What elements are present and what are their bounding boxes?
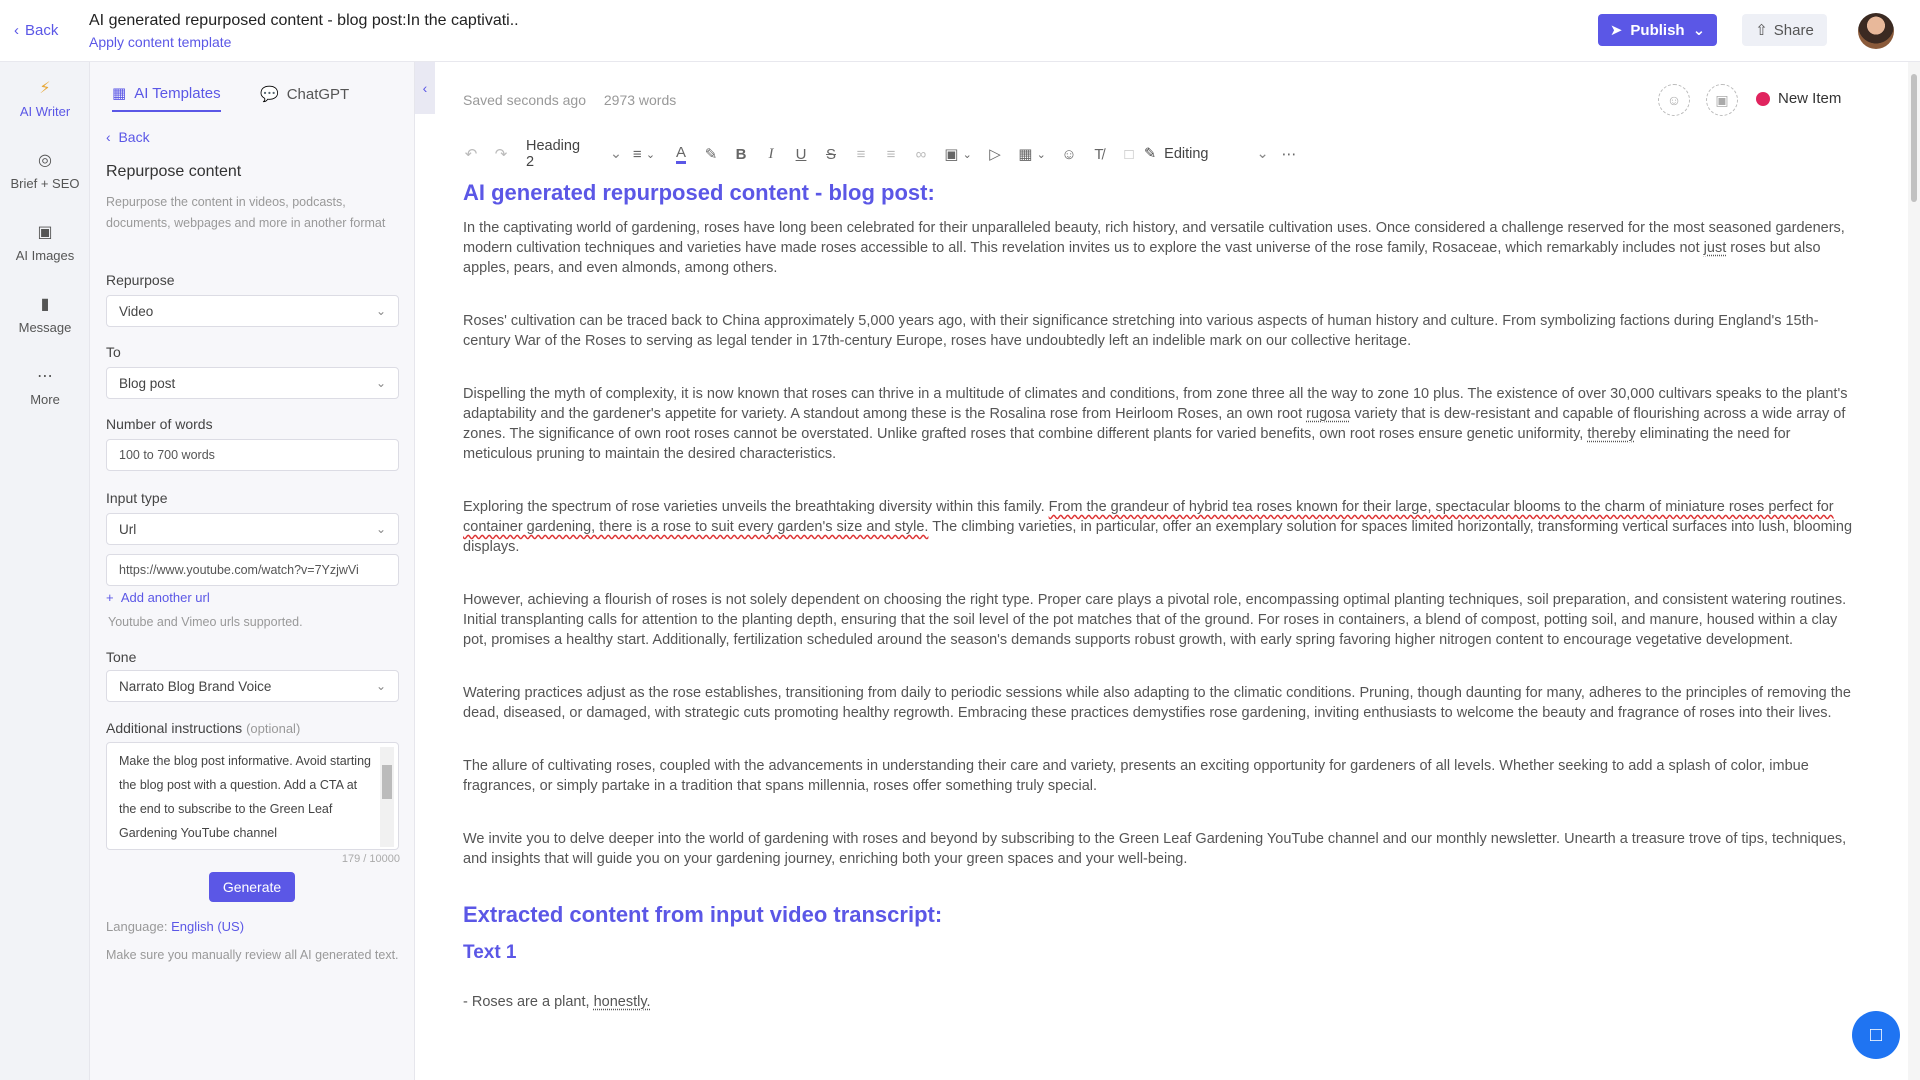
panel-title: Repurpose content (106, 163, 242, 180)
to-value: Blog post (119, 375, 176, 391)
rail-label: AI Writer (19, 104, 71, 119)
heading-value: Heading 2 (526, 138, 581, 170)
paragraph: However, achieving a flourish of roses is not solely dependent on choosing the right type. Proper care plays a pivotal role, encompassing optimal planting techniques, soil preparation, and consistent watering routines. Initial transplanting calls for attention to the planting depth, ensuring that the soil level of the pot matches that of the ground. For roses in containers, a blend of compost, potting soil, and manure, housed within a clay pot, promises a healthy start. Additionally, fertilization scheduled around the season's demands supports robust growth, with early spring favoring higher nitrogen content to encourage vegetative development. (463, 592, 1847, 648)
rail-item-brief-seo[interactable] (0, 152, 90, 191)
saved-status: Saved seconds ago (463, 92, 586, 108)
word-count: 2973 words (603, 92, 677, 108)
comment-icon[interactable]: □ (1124, 145, 1134, 163)
to-select[interactable] (106, 367, 399, 399)
table-icon[interactable]: ▦ ⌄ (1018, 146, 1046, 163)
page-scrollbar[interactable] (1908, 62, 1920, 1080)
add-url-button[interactable] (106, 590, 210, 605)
section-heading: Extracted content from input video transcript: (463, 902, 943, 927)
chevron-down-icon: ⌄ (375, 304, 386, 318)
tone-value: Narrato Blog Brand Voice (119, 678, 272, 694)
language-line (106, 919, 244, 934)
apply-template-link[interactable]: Apply content template (89, 34, 232, 50)
top-bar (0, 0, 1920, 62)
paragraph: Dispelling the myth of complexity, it is now known that roses can thrive in a multitude of climates and conditions, from zone three all the way to zone 10 plus. The existence of over 30,000 cultivars speaks to the plant's adaptability and the gardener's appetite for variety. A standout among these is the Rosalina rose from Heirloom Roses, an own root rugosa variety that is dew-resistant and capable of flourishing across a wide array of zones. The significance of own root roses cannot be overstated. Unlike grafted roses that combine different plants for varied benefits, own root roses ensure genetic uniformity, thereby eliminating the need for meticulous pruning to maintain the desired characteristics. (463, 386, 1848, 462)
paragraph: Roses' cultivation can be traced back to China approximately 5,000 years ago, with their significance stretching into various aspects of human history and culture. From symbolizing factions during England's 15th-century War of the Roses to serving as legal tender in 17th-century Europe, roses have undoubtedly left an indelible mark on our collective heritage. (463, 313, 1819, 349)
tab-label: AI Templates (134, 84, 221, 102)
share-label: Share (1773, 21, 1814, 39)
calendar-icon[interactable]: ▣ (1706, 84, 1738, 116)
left-rail (0, 62, 90, 1080)
message-icon: ▮ (40, 296, 50, 313)
scroll-thumb[interactable] (382, 765, 392, 799)
to-label: To (106, 344, 121, 360)
tab-chatgpt[interactable] (260, 76, 349, 112)
chevron-down-icon: ⌄ (1692, 22, 1706, 39)
tab-label: ChatGPT (286, 85, 350, 103)
publish-button[interactable] (1598, 14, 1717, 46)
target-icon: ◎ (38, 152, 52, 169)
instructions-label-text: Additional instructions (106, 720, 243, 736)
chevron-down-icon: ⌄ (1256, 146, 1269, 162)
status-selector[interactable] (1756, 90, 1841, 107)
bold-icon[interactable]: B (735, 145, 747, 163)
heading-select[interactable] (516, 140, 622, 168)
rail-item-message[interactable] (0, 296, 90, 335)
support-chat-button[interactable] (1852, 1011, 1900, 1059)
pencil-icon: ✎ (1144, 146, 1157, 162)
generate-button[interactable]: Generate (209, 872, 295, 902)
paragraph: Exploring the spectrum of rose varieties unveils the breathtaking diversity within this family. From the grandeur of hybrid tea roses known for their large, spectacular blooms to the charm of miniature roses perfect for container gardening, there is a rose to suit every garden's size and style. The climbing varieties, in particular, offer an exemplary solution for spaces limited horizontally, transforming vertical surfaces into lush, blooming displays. (463, 499, 1853, 555)
subsection-heading: Text 1 (463, 942, 517, 963)
paragraph: The allure of cultivating roses, coupled with the advancements in understanding their care and variety, presents an exciting opportunity for gardeners of all levels. Whether seeking to add a splash of color, imbue fragrances, or simply partake in a tradition that spans millennia, roses offer something truly special. (463, 758, 1809, 794)
panel-description: Repurpose the content in videos, podcasts, documents, webpages and more in another format (106, 195, 386, 230)
chevron-down-icon: ⌄ (609, 146, 622, 162)
bolt-icon: ⚡ (39, 80, 51, 97)
input-type-select[interactable] (106, 513, 399, 545)
textarea-scrollbar[interactable] (380, 747, 394, 847)
rail-item-ai-images[interactable] (0, 224, 90, 263)
panel-tabs (90, 62, 415, 112)
back-label: Back (25, 22, 59, 39)
editor-toolbar (456, 138, 1304, 170)
align-icon[interactable]: ≡ ⌄ (632, 145, 656, 163)
ai-templates-panel (90, 62, 415, 1080)
rail-label: Message (18, 320, 72, 335)
rail-item-ai-writer[interactable] (0, 80, 90, 119)
editor (436, 62, 1920, 1080)
panel-back-button[interactable]: ‹ Back (106, 129, 150, 145)
plus-icon: + (106, 590, 114, 605)
templates-icon: ▦ (112, 85, 127, 102)
document-content[interactable] (463, 180, 1858, 1045)
rail-label: More (30, 392, 60, 407)
optional-tag: (optional) (246, 721, 301, 736)
chevron-left-icon: ‹ (422, 80, 428, 96)
more-icon: ⋯ (37, 368, 53, 385)
language-link[interactable]: English (US) (171, 919, 245, 934)
back-button[interactable] (14, 22, 58, 39)
chat-icon: 💬 (260, 86, 279, 103)
paragraph: In the captivating world of gardening, roses have long been celebrated for their unparalleled beauty, rich history, and versatile cultivation uses. Once considered a challenge reserved for the most seasoned gardeners, modern cultivation techniques and varieties have made roses accessible to all. This revelation invites us to explore the vast universe of the rose family, Rosaceae, which remarkably includes not just roses but also apples, pears, and even almonds, among others. (463, 220, 1845, 276)
play-icon[interactable]: ▷ (989, 146, 1001, 163)
upload-icon: ⇧ (1755, 22, 1768, 39)
undo-icon[interactable]: ↶ (464, 146, 478, 163)
repurpose-label: Repurpose (106, 272, 175, 288)
tab-ai-templates[interactable] (112, 76, 221, 112)
more-options-icon[interactable]: ⋯ (1281, 146, 1297, 163)
tone-select[interactable] (106, 670, 399, 702)
repurpose-value: Video (119, 303, 154, 319)
bullet-list-icon[interactable]: ≡ (856, 145, 866, 163)
rail-label: Brief + SEO (10, 176, 80, 191)
emoji-icon[interactable]: ☺ (1061, 145, 1077, 163)
strikethrough-icon[interactable]: S (825, 145, 836, 163)
words-input[interactable]: 100 to 700 words (106, 439, 399, 471)
italic-icon[interactable]: I (768, 145, 774, 162)
tone-label: Tone (106, 649, 137, 665)
document-title[interactable]: AI generated repurposed content - blog post:In the captivati.. (89, 12, 519, 29)
send-icon: ➤ (1609, 22, 1623, 39)
url-hint: Youtube and Vimeo urls supported. (108, 615, 303, 629)
char-counter: 179 / 10000 (341, 853, 400, 865)
clear-format-icon[interactable]: T̸ (1094, 145, 1104, 163)
doc-heading: AI generated repurposed content - blog post: (463, 180, 935, 205)
instructions-label (106, 720, 300, 736)
avatar[interactable] (1858, 13, 1894, 49)
editing-label: Editing (1164, 146, 1209, 162)
instructions-textarea[interactable] (106, 742, 399, 850)
paragraph: - Roses are a plant, honestly. (463, 994, 651, 1010)
rail-label: AI Images (15, 248, 75, 263)
redo-icon[interactable]: ↷ (494, 146, 508, 163)
status-dot (1756, 92, 1770, 106)
image-icon: ▣ (37, 224, 53, 241)
add-url-label: Add another url (120, 590, 210, 605)
input-type-value: Url (119, 521, 137, 537)
underline-icon[interactable]: U (795, 145, 807, 163)
paragraph: Watering practices adjust as the rose establishes, transitioning from daily to periodic sessions while also adapting to the climatic conditions. Pruning, though daunting for many, adheres to the principles of removing the dead, diseased, or damaged, with strategic cuts promoting healthy regrowth. Embracing these practices demystifies rose gardening, inviting enthusiasts to welcome the beauty and fragrance of roses into their lives. (463, 685, 1851, 721)
status-label: New Item (1778, 90, 1842, 107)
instructions-text: Make the blog post informative. Avoid starting the blog post with a question. Add a CTA at the end to subscribe to the Green Leaf Gardening YouTube channel (119, 754, 371, 840)
link-icon[interactable]: ∞ (915, 145, 927, 163)
highlight-icon[interactable]: ✎ (704, 146, 718, 163)
scroll-thumb[interactable] (1911, 74, 1917, 202)
words-label: Number of words (106, 416, 213, 432)
chevron-down-icon: ⌄ (375, 376, 386, 390)
review-note: Make sure you manually review all AI generated text. (106, 948, 399, 962)
panel-back-label: Back (118, 129, 150, 145)
share-button[interactable] (1742, 14, 1827, 46)
language-prefix: Language: (106, 919, 168, 934)
text-color-icon[interactable]: A (666, 140, 696, 168)
chevron-left-icon: ‹ (14, 22, 19, 39)
rail-item-more[interactable] (0, 368, 90, 407)
editing-mode-select[interactable] (1144, 146, 1274, 162)
publish-label: Publish (1630, 21, 1685, 39)
image-insert-icon[interactable]: ▣ ⌄ (944, 146, 972, 163)
chevron-down-icon: ⌄ (375, 679, 386, 693)
chevron-down-icon: ⌄ (375, 522, 386, 536)
numbered-list-icon[interactable]: ≡ (886, 145, 896, 163)
save-status (463, 92, 690, 108)
url-input[interactable]: https://www.youtube.com/watch?v=7YzjwVi (106, 554, 399, 586)
collapse-panel-button[interactable] (415, 62, 435, 114)
assign-user-icon[interactable]: ☺ (1658, 84, 1690, 116)
chat-icon: □ (1869, 1023, 1883, 1046)
paragraph: We invite you to delve deeper into the world of gardening with roses and beyond by subscribing to the Green Leaf Gardening YouTube channel and our monthly newsletter. Unearth a treasure trove of tips, techniques, and insights that will guide you on your gardening journey, enriching both your green spaces and your well-being. (463, 831, 1847, 867)
input-type-label: Input type (106, 490, 168, 506)
repurpose-select[interactable] (106, 295, 399, 327)
